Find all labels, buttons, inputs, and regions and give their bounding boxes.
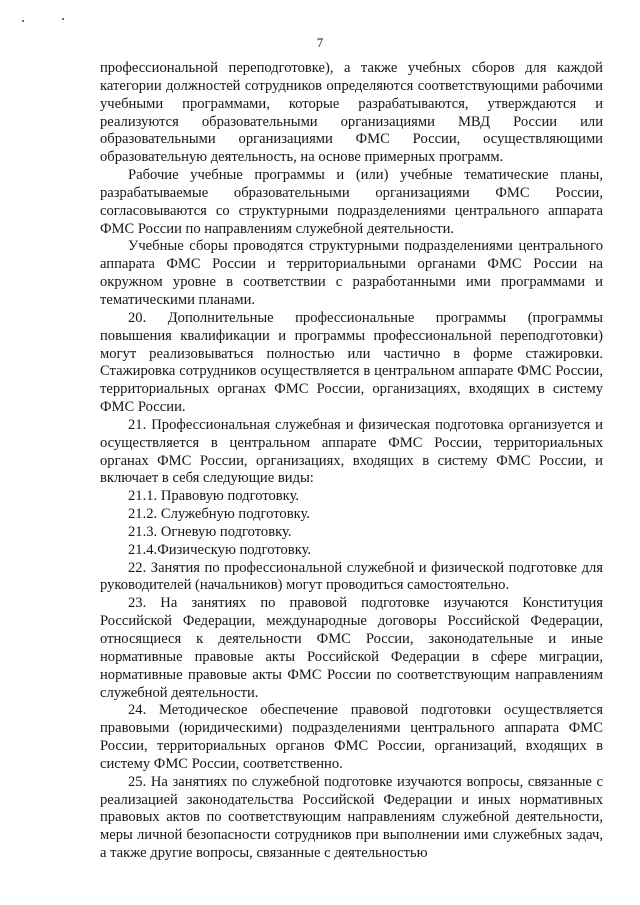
paragraph-item-20: 20. Дополнительные профессиональные программы (программы повышения квалификации и программы профессиональной переподготовки) могут реализовываться полностью или частично в форме стажировки. Стажировка сотрудников осуществляется в центральном аппарате ФМС России, территориальных органах ФМС России, организациях, входящих в систему ФМС России.: [100, 309, 603, 416]
scan-speck: [62, 18, 64, 20]
paragraph-item-25: 25. На занятиях по служебной подготовке изучаются вопросы, связанные с реализацией законодательства Российской Федерации и иных нормативных правовых актов по соответствующим направлениям служебной деятельности, меры личной безопасности сотрудников при выполнении ими служебных задач, а также другие вопросы, связанные с деятельностью: [100, 773, 603, 862]
page-number: 7: [316, 35, 324, 50]
paragraph-training-camps: Учебные сборы проводятся структурными подразделениями центрального аппарата ФМС России и территориальными органами ФМС России на окружном уровне в соответствии с разработанными ими программами и тематическими планами.: [100, 238, 603, 308]
paragraph-item-23: 23. На занятиях по правовой подготовке изучаются Конституция Российской Федерации, международные договоры Российской Федерации, относящиеся к деятельности ФМС России, законодательные и иные нормативные правовые акты Российской Федерации в сфере миграции, нормативные правовые акты ФМС России по соответствующим направлениям служебной деятельности.: [100, 595, 603, 701]
scan-specks: [22, 16, 82, 26]
paragraph-continuation: профессиональной переподготовке), а также учебных сборов для каждой категории должностей сотрудников определяются соответствующими рабочими учебными программами, которые разрабатываются, утверждаются и реализуются образовательными организациями МВД России или образовательными организациями ФМС России, осуществляющими образовательную деятельность, на основе примерных программ.: [100, 60, 603, 166]
list-item-21-4: 21.4.Физическую подготовку.: [128, 541, 312, 558]
paragraph-item-22: 22. Занятия по профессиональной служебной и физической подготовке для руководителей (начальников) могут проводиться самостоятельно.: [100, 559, 603, 594]
paragraph-work-programs: Рабочие учебные программы и (или) учебные тематические планы, разрабатываемые образовательными организациями ФМС России, согласовываются со структурными подразделениями центрального аппарата ФМС России по направлениям служебной деятельности.: [100, 167, 603, 237]
document-body: [100, 60, 603, 863]
list-item-21-3: 21.3. Огневую подготовку.: [128, 523, 292, 540]
paragraph-item-21: 21. Профессиональная служебная и физическая подготовка организуется и осуществляется в центральном аппарате ФМС России, территориальных органах ФМС России, организациях, входящих в систему ФМС России, и включает в себя следующие виды:: [100, 416, 603, 487]
scan-speck: [22, 20, 24, 22]
list-item-21-2: 21.2. Служебную подготовку.: [128, 506, 310, 523]
list-item-21-1: 21.1. Правовую подготовку.: [128, 488, 300, 505]
paragraph-item-24: 24. Методическое обеспечение правовой подготовки осуществляется правовыми (юридическими) подразделениями центрального аппарата ФМС России, территориальных органов ФМС России, организаций, входящих в систему ФМС России, соответственно.: [100, 702, 603, 772]
